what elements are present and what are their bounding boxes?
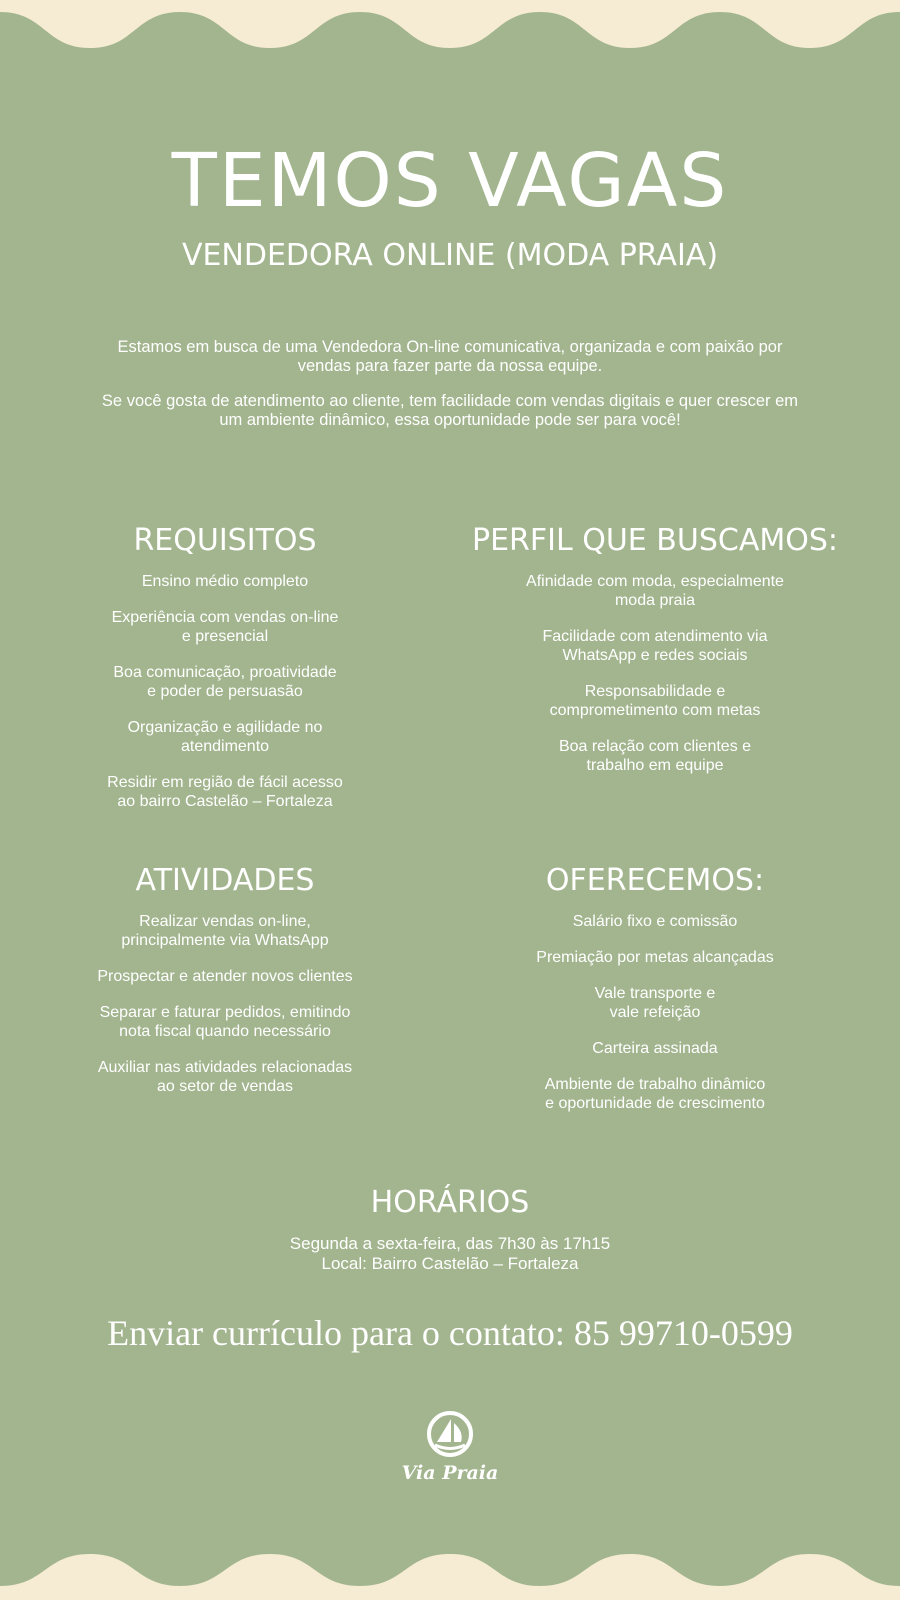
contact-line: Enviar currículo para o contato: 85 99710-0599 bbox=[107, 1313, 793, 1353]
list-item: Realizar vendas on-line, principalmente via WhatsApp bbox=[121, 913, 329, 949]
requisitos-section bbox=[45, 523, 405, 828]
list-item: Vale transporte e vale refeição bbox=[594, 985, 716, 1021]
oferecemos-section bbox=[460, 863, 850, 1130]
atividades-heading: ATIVIDADES bbox=[135, 863, 315, 898]
horarios-heading: HORÁRIOS bbox=[370, 1185, 530, 1220]
list-item: Ambiente de trabalho dinâmico e oportunidade de crescimento bbox=[544, 1076, 766, 1112]
list-item: Facilidade com atendimento via WhatsApp e redes sociais bbox=[542, 628, 768, 664]
horarios-location: Local: Bairro Castelão – Fortaleza bbox=[321, 1254, 579, 1273]
list-item: Prospectar e atender novos clientes bbox=[97, 968, 353, 985]
oferecemos-list bbox=[460, 912, 850, 1113]
list-item: Organização e agilidade no atendimento bbox=[127, 719, 323, 755]
oferecemos-heading: OFERECEMOS: bbox=[545, 863, 765, 898]
list-item: Boa relação com clientes e trabalho em equipe bbox=[558, 738, 752, 774]
list-item: Experiência com vendas on-line e presencial bbox=[111, 609, 339, 645]
perfil-section bbox=[450, 523, 860, 792]
list-item: Salário fixo e comissão bbox=[572, 913, 738, 930]
job-subtitle: VENDEDORA ONLINE (MODA PRAIA) bbox=[181, 238, 719, 273]
bottom-scallop-border bbox=[0, 1540, 900, 1600]
list-item: Auxiliar nas atividades relacionadas ao setor de vendas bbox=[97, 1059, 353, 1095]
intro-text bbox=[90, 338, 810, 446]
brand-logo bbox=[375, 1410, 525, 1484]
requisitos-heading: REQUISITOS bbox=[133, 523, 317, 558]
intro-paragraph-2: Se você gosta de atendimento ao cliente, tem facilidade com vendas digitais e quer crescer em um ambiente dinâmico, essa oportunidade pode ser para você! bbox=[101, 392, 799, 429]
page-title: TEMOS VAGAS bbox=[171, 138, 729, 224]
brand-name: Via Praia bbox=[401, 1462, 499, 1484]
atividades-list bbox=[45, 912, 405, 1096]
list-item: Ensino médio completo bbox=[141, 573, 309, 590]
perfil-list bbox=[450, 572, 860, 775]
list-item: Carteira assinada bbox=[592, 1040, 718, 1057]
intro-paragraph-1: Estamos em busca de uma Vendedora On-line comunicativa, organizada e com paixão por vendas para fazer parte da nossa equipe. bbox=[117, 338, 783, 375]
horarios-section bbox=[150, 1185, 750, 1274]
list-item: Residir em região de fácil acesso ao bairro Castelão – Fortaleza bbox=[107, 774, 343, 810]
atividades-section bbox=[45, 863, 405, 1113]
list-item: Afinidade com moda, especialmente moda praia bbox=[526, 573, 784, 609]
top-scallop-border bbox=[0, 0, 900, 60]
requisitos-list bbox=[45, 572, 405, 811]
list-item: Separar e faturar pedidos, emitindo nota fiscal quando necessário bbox=[99, 1004, 351, 1040]
list-item: Premiação por metas alcançadas bbox=[536, 949, 774, 966]
list-item: Boa comunicação, proatividade e poder de persuasão bbox=[113, 664, 337, 700]
sailboat-icon bbox=[426, 1410, 474, 1458]
list-item: Responsabilidade e comprometimento com metas bbox=[549, 683, 761, 719]
perfil-heading: PERFIL QUE BUSCAMOS: bbox=[471, 523, 838, 558]
horarios-schedule: Segunda a sexta-feira, das 7h30 às 17h15 bbox=[289, 1234, 611, 1253]
